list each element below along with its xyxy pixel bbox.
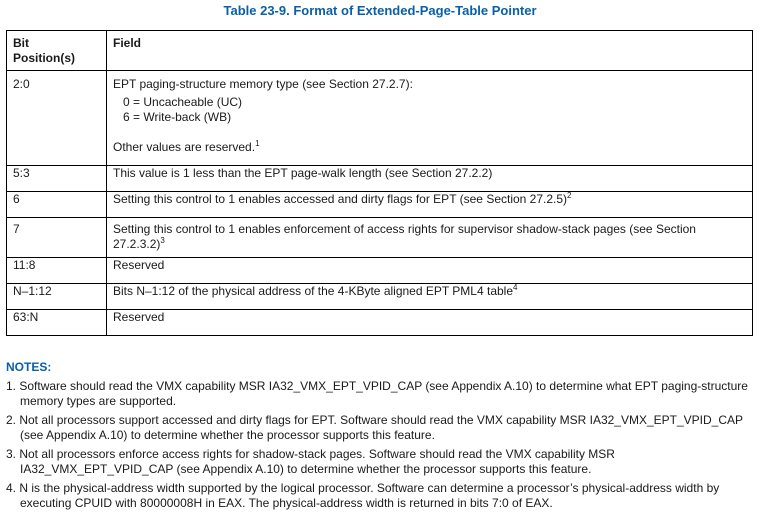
footnote-ref[interactable]: 4 [513, 283, 518, 292]
notes-heading: NOTES: [6, 360, 52, 374]
table-row [7, 218, 753, 258]
field-cell: Reserved [107, 310, 753, 336]
footnote-ref[interactable]: 2 [567, 191, 572, 200]
table-row [7, 284, 753, 310]
table-row [7, 192, 753, 218]
field-cell [107, 71, 753, 166]
bit-header-line2: Position(s) [13, 51, 75, 65]
footnote-ref[interactable]: 1 [255, 139, 260, 148]
note-item: 2. Not all processors support accessed and dirty flags for EPT. Software should read the VMX capability MSR IA32_VMX_EPT_VPID_CAP (see Appendix A.10) to determine whether the processor supports this feature. [6, 412, 743, 442]
notes-section [6, 360, 754, 515]
table-row [7, 258, 753, 284]
table-row [7, 166, 753, 192]
field-cell: Bits N–1:12 of the physical address of the 4-KByte aligned EPT PML4 table$^4$ [107, 284, 753, 310]
ept-pointer-table [6, 30, 753, 336]
bit-cell: 11:8 [7, 258, 107, 284]
field-intro: EPT paging-structure memory type (see Section 27.2.7): [113, 77, 413, 91]
bit-cell: 63:N [7, 310, 107, 336]
note-item: 4. N is the physical-address width supported by the logical processor. Software can determine a processor’s physical-address width by executing CPUID with 80000008H in EAX. The physical-address width is returned in bits 7:0 of EAX. [6, 480, 720, 510]
note-item: 1. Software should read the VMX capability MSR IA32_VMX_EPT_VPID_CAP (see Appendix A.10) to determine what EPT paging-structure memory types are supported. [6, 378, 748, 408]
bit-cell: 5:3 [7, 166, 107, 192]
field-cell: This value is 1 less than the EPT page-walk length (see Section 27.2.2) [107, 166, 753, 192]
bit-position-header [7, 31, 107, 71]
memory-type-item: 6 = Write-back (WB) [123, 110, 232, 124]
table-row [7, 71, 753, 166]
field-outro: Other values are reserved.$^1$ [113, 139, 260, 154]
table-header-row [7, 31, 753, 71]
table-title: Table 23-9. Format of Extended-Page-Table Pointer [223, 3, 537, 18]
bit-cell: N–1:12 [7, 284, 107, 310]
bit-cell: 2:0 [7, 71, 107, 166]
field-cell: Reserved [107, 258, 753, 284]
bit-cell: 6 [7, 192, 107, 218]
note-item: 3. Not all processors enforce access rights for shadow-stack pages. Software should read the VMX capability MSR IA32_VMX_EPT_VPID_CAP (see Appendix A.10) to determine whether the processor supports this feature. [6, 446, 615, 476]
bit-cell: 7 [7, 218, 107, 258]
bit-header-line1: Bit [13, 36, 29, 50]
footnote-ref[interactable]: 3 [160, 236, 165, 245]
field-header: Field [107, 31, 753, 71]
field-cell: Setting this control to 1 enables enforcement of access rights for supervisor shadow-stack pages (see Section 27.2.3.2)$^3$ [107, 218, 753, 258]
field-cell: Setting this control to 1 enables accessed and dirty flags for EPT (see Section 27.2.5)$^2$ [107, 192, 753, 218]
memory-type-item: 0 = Uncacheable (UC) [123, 95, 243, 109]
table-row [7, 310, 753, 336]
